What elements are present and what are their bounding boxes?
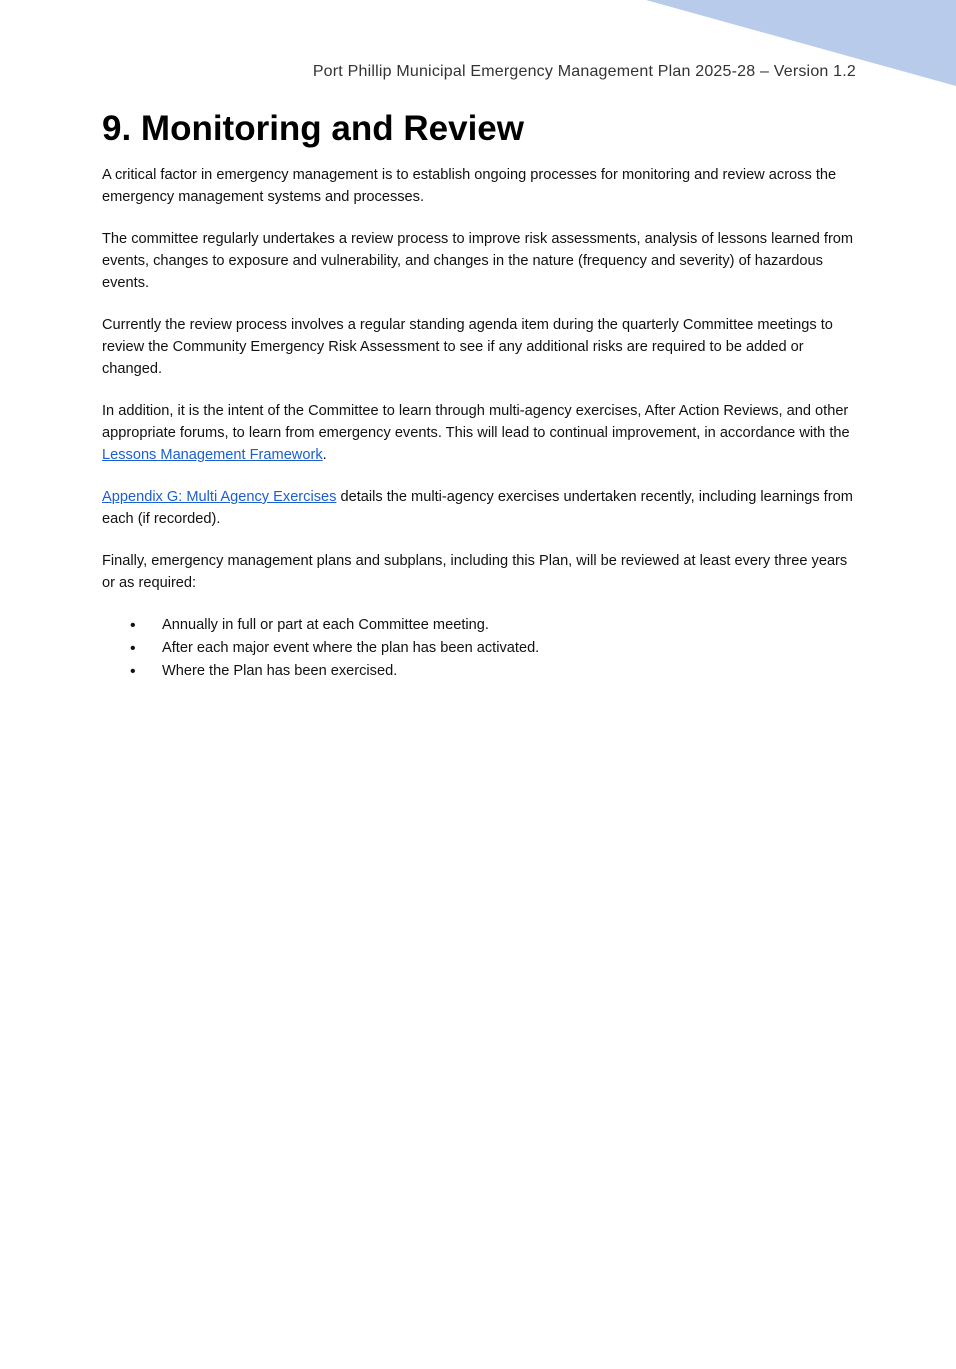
list-item: • After each major event where the plan has been activated.: [102, 637, 862, 660]
paragraph-current-process: Currently the review process involves a regular standing agenda item during the quarterly Committee meetings to review the Community Emergency Risk Assessment to see if any additional risks are required to be added or changed.: [102, 317, 833, 377]
paragraph-final: Finally, emergency management plans and subplans, including this Plan, will be reviewed at least every three years or as required:: [102, 553, 848, 591]
lessons-management-framework-link[interactable]: Lessons Management Framework: [102, 447, 323, 463]
review-bullet-list: [102, 614, 862, 683]
section-title: 9. Monitoring and Review: [102, 109, 524, 148]
paragraph-intro: A critical factor in emergency management is to establish ongoing processes for monitoring and review across the emergency management systems and processes.: [102, 167, 837, 205]
paragraph-learning: [102, 400, 862, 466]
document-header: Port Phillip Municipal Emergency Management Plan 2025-28 – Version 1.2: [312, 63, 856, 80]
list-item: • Annually in full or part at each Committee meeting.: [102, 614, 862, 637]
list-item: • Where the Plan has been exercised.: [102, 660, 862, 683]
appendix-g-link[interactable]: Appendix G: Multi Agency Exercises: [102, 489, 337, 505]
paragraph-review-process: The committee regularly undertakes a review process to improve risk assessments, analysis of lessons learned from events, changes to exposure and vulnerability, and changes in the nature (frequency and severity) of hazardous events.: [102, 231, 854, 291]
paragraph-appendix-text: details the multi-agency exercises undertaken recently, including learnings from each (if recorded).: [102, 489, 853, 527]
document-body: [102, 108, 862, 683]
paragraph-learning-text: In addition, it is the intent of the Committee to learn through multi-agency exercises, After Action Reviews, and other appropriate forums, to learn from emergency events. This will lead to continual improvement, in accordance with the: [102, 403, 850, 441]
paragraph-appendix: [102, 486, 862, 530]
paragraph-learning-end: .: [322, 447, 327, 463]
